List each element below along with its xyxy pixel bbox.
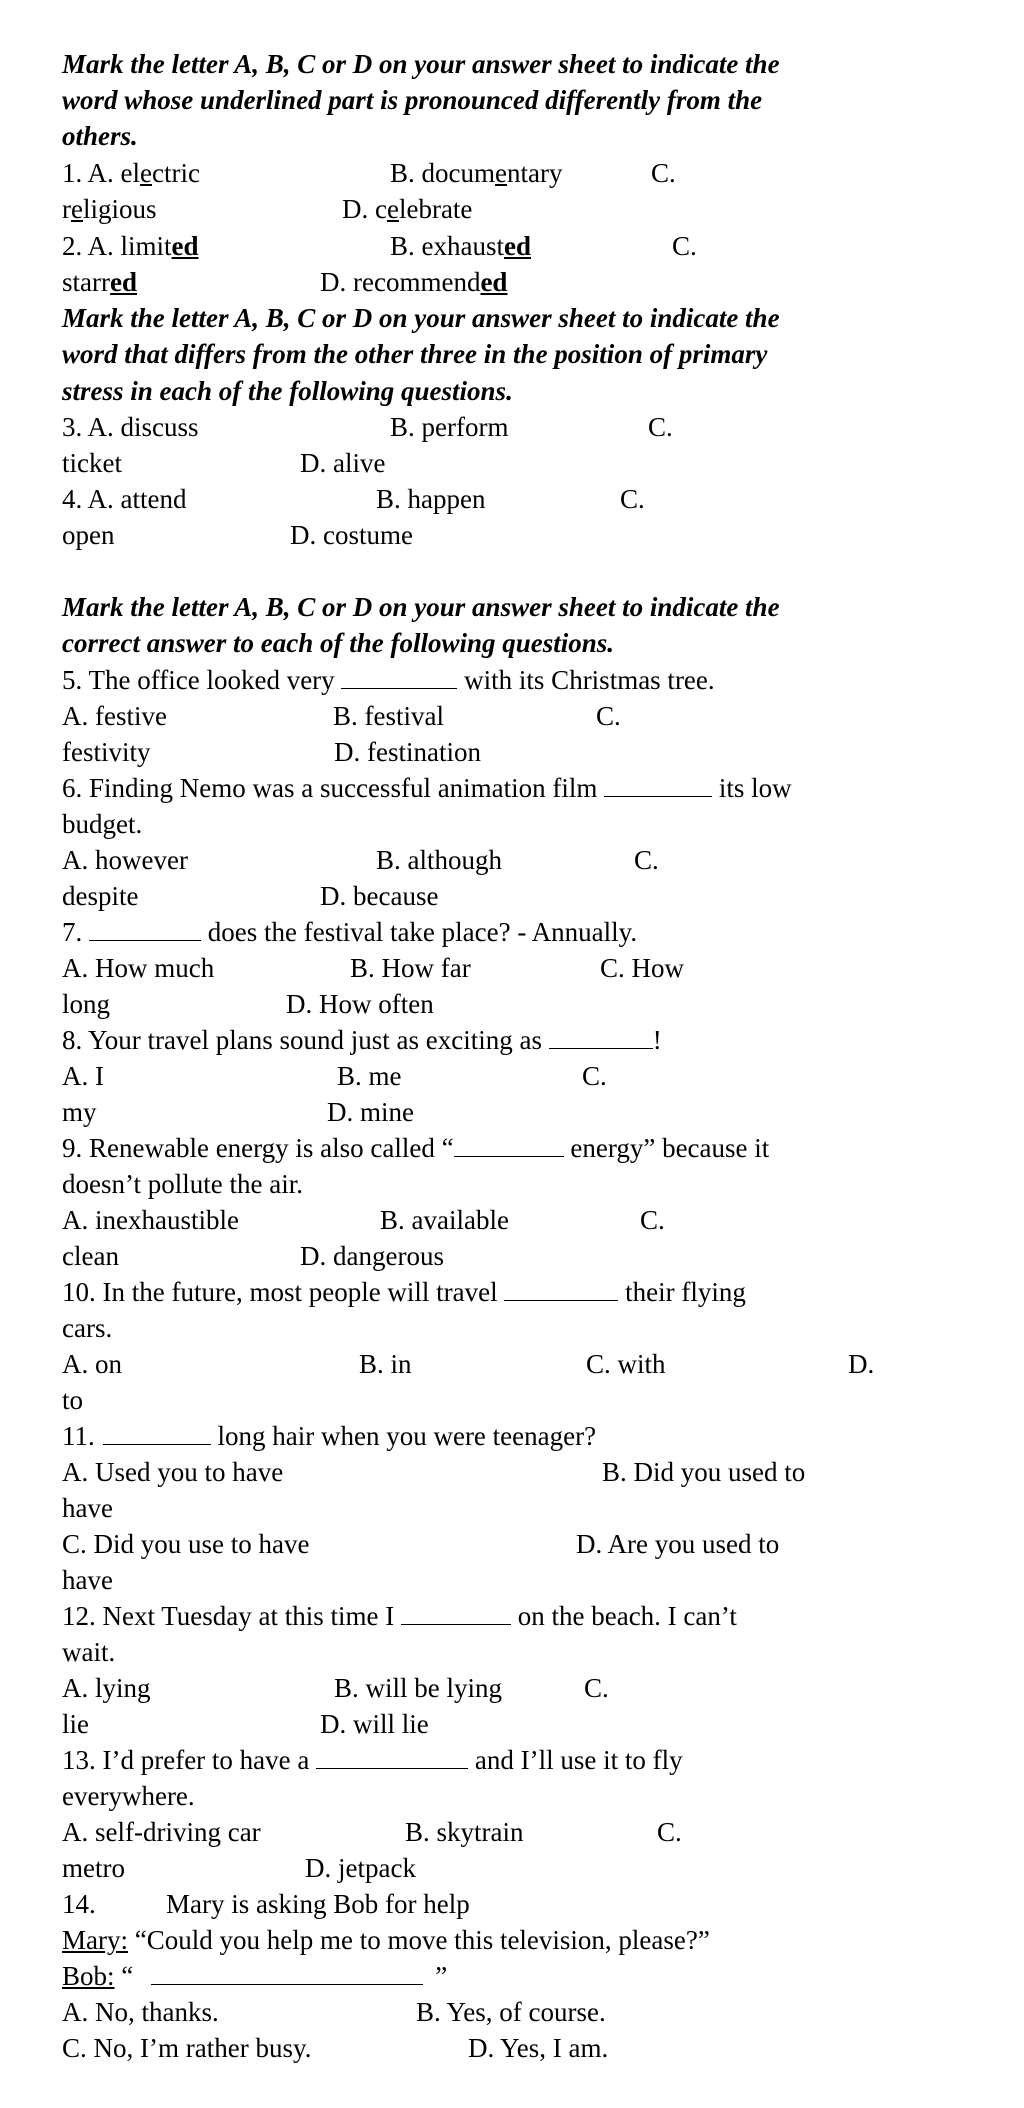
- q1-option-d: D. celebrate: [342, 194, 473, 224]
- q9-option-b: B. available: [380, 1205, 509, 1235]
- q3-option-b: B. perform: [390, 412, 509, 442]
- q9-option-d: D. dangerous: [300, 1241, 444, 1271]
- q7-option-d: D. How often: [286, 989, 434, 1019]
- q13-option-d: D. jetpack: [305, 1853, 416, 1883]
- q10-option-d: to: [62, 1385, 84, 1415]
- q8-option-d: D. mine: [327, 1097, 414, 1127]
- q7-option-a: A. How much: [62, 953, 215, 983]
- q2-option-c: starred: [62, 267, 137, 297]
- instruction-1-line-1: Mark the letter A, B, C or D on your answer sheet to indicate the: [62, 49, 780, 79]
- q1-option-c: religious: [62, 194, 157, 224]
- q4-option-c: open: [62, 520, 115, 550]
- q12-option-a: A. lying: [62, 1673, 151, 1703]
- q7-option-c: long: [62, 989, 111, 1019]
- q7-option-c-label: C. How: [600, 953, 685, 983]
- q9-stem-line-2: doesn’t pollute the air.: [62, 1169, 303, 1199]
- instruction-3-line-1: Mark the letter A, B, C or D on your answer sheet to indicate the: [62, 592, 780, 622]
- q9-option-a: A. inexhaustible: [62, 1205, 239, 1235]
- q8-option-c: my: [62, 1097, 97, 1127]
- q12-stem-line-1: 12. Next Tuesday at this time I on the beach. I can’t: [62, 1601, 737, 1631]
- q5-option-c-label: C.: [596, 701, 621, 731]
- q8-option-c-label: C.: [582, 1061, 607, 1091]
- q2-option-d: D. recommended: [320, 267, 508, 297]
- q10-option-a: A. on: [62, 1349, 122, 1379]
- q9-stem-line-1: 9. Renewable energy is also called “ energy” because it: [62, 1133, 770, 1163]
- q1-option-b: B. documentary: [390, 158, 563, 188]
- q5-option-a: A. festive: [62, 701, 167, 731]
- q3-option-d: D. alive: [300, 448, 386, 478]
- q13-option-c: metro: [62, 1853, 125, 1883]
- q14-bob-line: Bob: “ ”: [62, 1961, 448, 1991]
- q3-option-c-label: C.: [648, 412, 673, 442]
- q11-option-b-cont: have: [62, 1493, 113, 1523]
- q14-mary-line: Mary: “Could you help me to move this television, please?”: [62, 1925, 710, 1955]
- q13-option-a: A. self-driving car: [62, 1817, 261, 1847]
- q6-stem-line-2: budget.: [62, 809, 143, 839]
- q14-option-c: C. No, I’m rather busy.: [62, 2033, 312, 2063]
- q4-option-b: B. happen: [376, 484, 486, 514]
- q4-option-c-label: C.: [620, 484, 645, 514]
- q14-option-a: A. No, thanks.: [62, 1997, 219, 2027]
- q1-option-a: 1. A. electric: [62, 158, 200, 188]
- instruction-1-line-3: others.: [62, 121, 138, 151]
- q2-option-c-label: C.: [672, 231, 697, 261]
- q8-option-b: B. me: [337, 1061, 402, 1091]
- q11-option-d-cont: have: [62, 1565, 113, 1595]
- instruction-1-line-2: word whose underlined part is pronounced differently from the: [62, 85, 763, 115]
- q6-option-b: B. although: [376, 845, 502, 875]
- q12-option-c: lie: [62, 1709, 89, 1739]
- q4-option-d: D. costume: [290, 520, 413, 550]
- q12-option-d: D. will lie: [320, 1709, 429, 1739]
- q1-option-c-label: C.: [651, 158, 676, 188]
- q14-option-d: D. Yes, I am.: [468, 2033, 609, 2063]
- q11-option-d: D. Are you used to: [576, 1529, 780, 1559]
- q6-option-d: D. because: [320, 881, 439, 911]
- q12-option-b: B. will be lying: [334, 1673, 502, 1703]
- q9-option-c: clean: [62, 1241, 119, 1271]
- q6-option-c-label: C.: [634, 845, 659, 875]
- q10-option-b: B. in: [359, 1349, 412, 1379]
- q13-option-b: B. skytrain: [405, 1817, 524, 1847]
- q6-stem-line-1: 6. Finding Nemo was a successful animation film its low: [62, 773, 792, 803]
- instruction-2-line-3: stress in each of the following questions.: [62, 376, 513, 406]
- q10-option-c: C. with: [586, 1349, 666, 1379]
- q10-option-d-label: D.: [848, 1349, 875, 1379]
- instruction-3-line-2: correct answer to each of the following questions.: [62, 628, 615, 658]
- q2-option-b: B. exhausted: [390, 231, 531, 261]
- q2-option-a: 2. A. limited: [62, 231, 199, 261]
- q8-stem: 8. Your travel plans sound just as exciting as !: [62, 1025, 662, 1055]
- q13-stem-line-2: everywhere.: [62, 1781, 195, 1811]
- q9-option-c-label: C.: [640, 1205, 665, 1235]
- q12-option-c-label: C.: [584, 1673, 609, 1703]
- q12-stem-line-2: wait.: [62, 1637, 116, 1667]
- q5-option-b: B. festival: [333, 701, 444, 731]
- q11-option-a: A. Used you to have: [62, 1457, 284, 1487]
- q11-option-b: B. Did you used to: [602, 1457, 806, 1487]
- q7-stem: 7. does the festival take place? - Annually.: [62, 917, 638, 947]
- q13-stem-line-1: 13. I’d prefer to have a and I’ll use it to fly: [62, 1745, 683, 1775]
- q3-option-a: 3. A. discuss: [62, 412, 199, 442]
- q5-stem: 5. The office looked very with its Christmas tree.: [62, 665, 715, 695]
- q7-option-b: B. How far: [350, 953, 471, 983]
- q5-option-d: D. festination: [334, 737, 481, 767]
- q13-option-c-label: C.: [657, 1817, 682, 1847]
- q3-option-c: ticket: [62, 448, 122, 478]
- q14-number: 14.: [62, 1889, 96, 1919]
- q8-option-a: A. I: [62, 1061, 104, 1091]
- q10-stem-line-1: 10. In the future, most people will travel their flying: [62, 1277, 746, 1307]
- q4-option-a: 4. A. attend: [62, 484, 187, 514]
- q14-context: Mary is asking Bob for help: [166, 1889, 470, 1919]
- instruction-2-line-2: word that differs from the other three in the position of primary: [62, 339, 768, 369]
- q11-option-c: C. Did you use to have: [62, 1529, 310, 1559]
- q11-stem: 11. long hair when you were teenager?: [62, 1421, 597, 1451]
- q6-option-c: despite: [62, 881, 139, 911]
- q10-stem-line-2: cars.: [62, 1313, 113, 1343]
- q5-option-c: festivity: [62, 737, 151, 767]
- q6-option-a: A. however: [62, 845, 188, 875]
- q14-option-b: B. Yes, of course.: [416, 1997, 606, 2027]
- instruction-2-line-1: Mark the letter A, B, C or D on your answer sheet to indicate the: [62, 303, 780, 333]
